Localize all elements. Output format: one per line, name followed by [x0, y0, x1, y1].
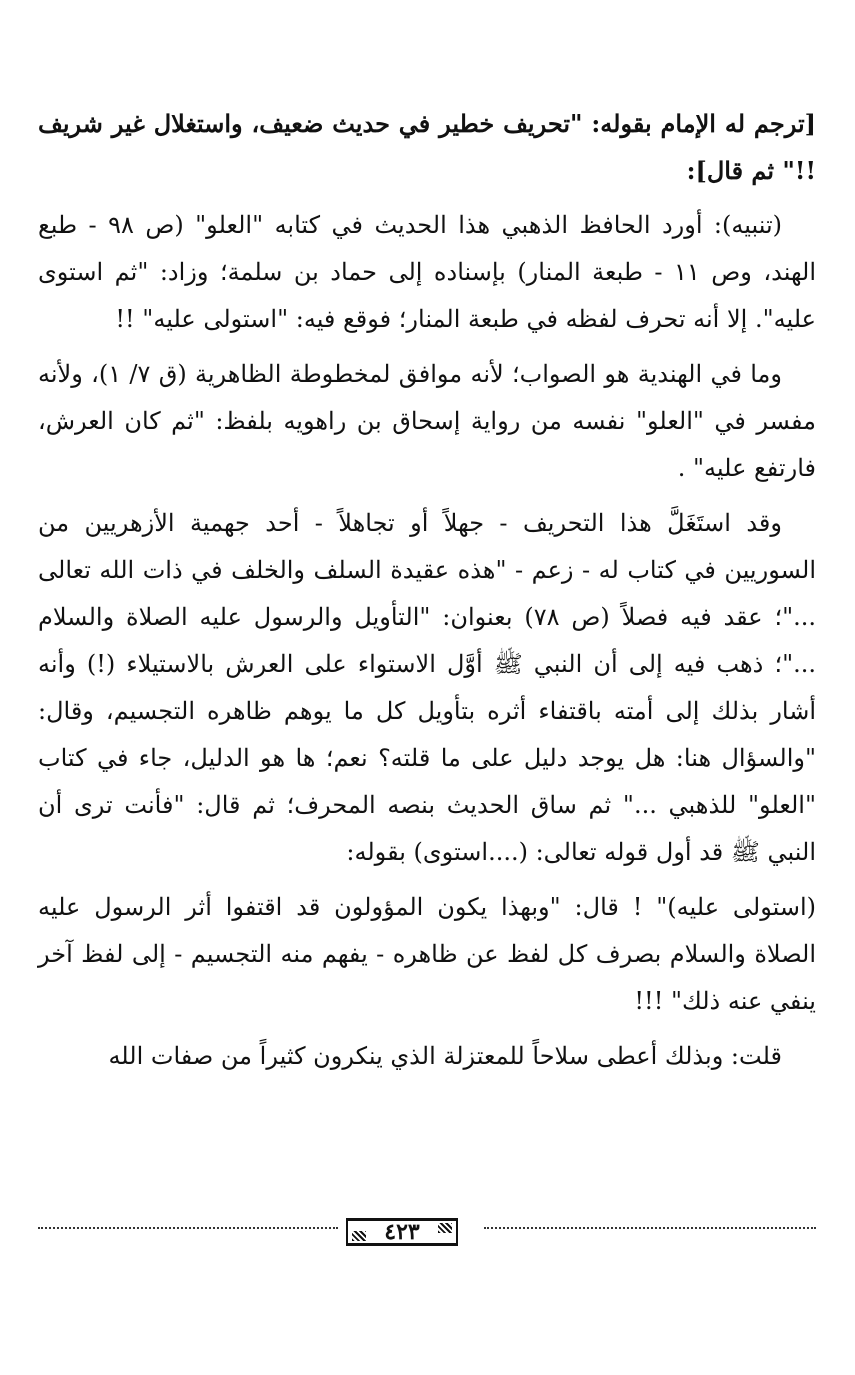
- footer-left-rule: [38, 1227, 338, 1229]
- page-footer: [38, 1218, 816, 1258]
- page-number-frame: [346, 1218, 458, 1246]
- page-number: ٤٢٣: [384, 1219, 420, 1245]
- exploitation-paragraph: وقد استَغَلَّ هذا التحريف - جهلاً أو تجاهلاً - أحد جهمية الأزهريين من السوريين في كتاب له - زعم - "هذه عقيدة السلف والخلف في ذات الله تعالى ..."؛ عقد فيه فصلاً (ص ٧٨) بعنوان: "التأويل والرسول عليه الصلاة والسلام ..."؛ ذهب فيه إلى أن النبي ﷺ أوَّل الاستواء على العرش بالاستيلاء (!) وأنه أشار بذلك إلى أمته باقتفاء أثره بتأويل كل ما يوهم ظاهره التجسيم، وقال: "والسؤال هنا: هل يوجد دليل على ما قلته؟ نعم؛ ها هو الدليل، جاء في كتاب "العلو" للذهبي ..." ثم ساق الحديث بنصه المحرف؛ ثم قال: "فأنت ترى أن النبي ﷺ قد أول قوله تعالى: (....استوى) بقوله:: [38, 509, 816, 866]
- quotation-paragraph: (استولى عليه)" ! قال: "وبهذا يكون المؤولون قد اقتفوا أثر الرسول عليه الصلاة والسلام بصرف كل لفظ عن ظاهره - يفهم منه التجسيم - إلى لفظ آخر ينفي عنه ذلك" !!!: [38, 893, 816, 1015]
- page-body: [38, 100, 816, 1088]
- translator-note-paragraph: [ترجم له الإمام بقوله: "تحريف خطير في حديث ضعيف، واستغلال غير شريف !!" ثم قال]:: [38, 109, 816, 185]
- indian-edition-paragraph: وما في الهندية هو الصواب؛ لأنه موافق لمخطوطة الظاهرية (ق ٧/ ١)، ولأنه مفسر في "العلو" نفسه من رواية إسحاق بن راهويه بلفظ: "ثم كان العرش، فارتفع عليه" .: [38, 360, 816, 482]
- closing-paragraph: قلت: وبذلك أعطى سلاحاً للمعتزلة الذي ينكرون كثيراً من صفات الله: [108, 1042, 782, 1070]
- notice-paragraph: (تنبيه): أورد الحافظ الذهبي هذا الحديث في كتابه "العلو" (ص ٩٨ - طبع الهند، وص ١١ - طبعة المنار) بإسناده إلى حماد بن سلمة؛ وزاد: "ثم استوى عليه". إلا أنه تحرف لفظه في طبعة المنار؛ فوقع فيه: "استولى عليه" !!: [38, 211, 817, 333]
- footer-right-rule: [484, 1227, 816, 1229]
